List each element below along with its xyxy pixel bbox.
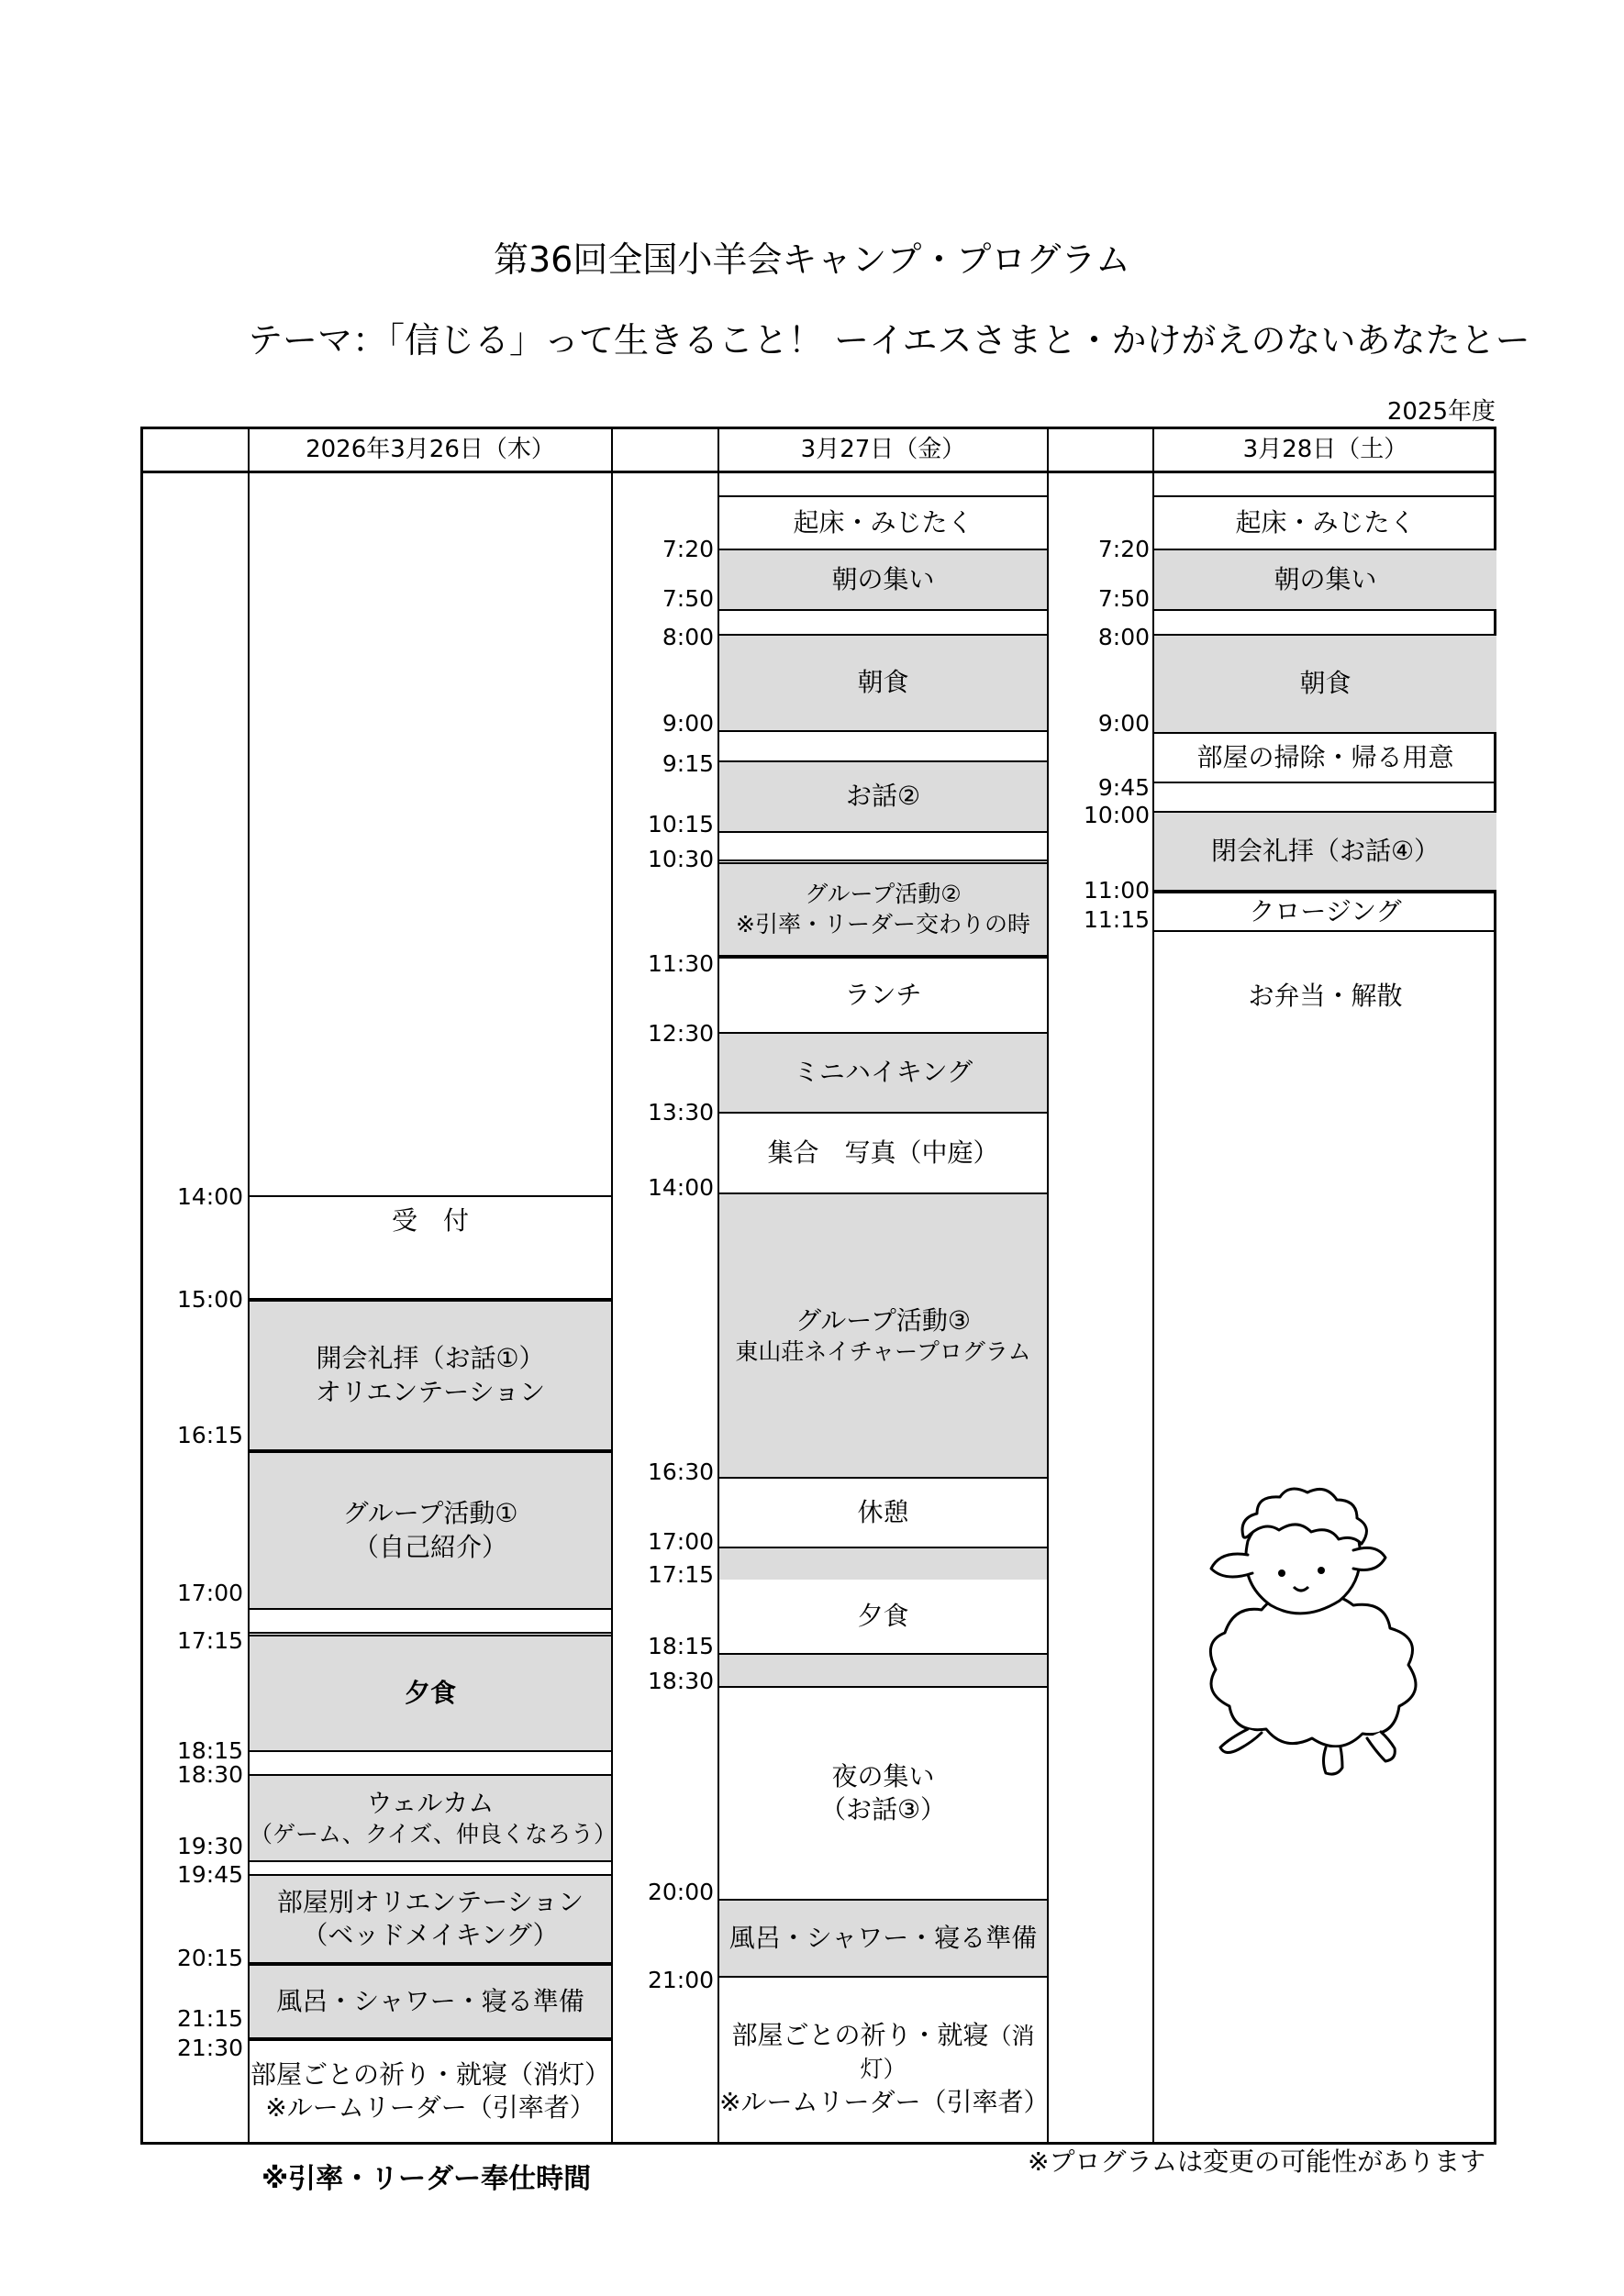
- event-label: 風呂・シャワー・寝る準備: [276, 1985, 584, 2016]
- event-lunch-dismissal: [1154, 932, 1496, 1060]
- event-label: 集合 写真（中庭）: [767, 1137, 999, 1168]
- event-label: ※ルームリーダー（引率者）: [719, 2086, 1050, 2117]
- event-label: グループ活動③: [795, 1304, 971, 1336]
- event-opening-worship: [250, 1300, 611, 1451]
- change-notice: ※プログラムは変更の可能性があります: [1028, 2146, 1486, 2177]
- event-label: 朝食: [1299, 668, 1351, 699]
- time-label: 18:30: [176, 1761, 243, 1788]
- event-label: グループ活動②: [805, 881, 962, 907]
- time-label: 9:00: [1097, 710, 1150, 737]
- event-label: 夕食: [404, 1677, 456, 1708]
- header-day3: 3月28日（土）: [1242, 436, 1408, 463]
- event-breakfast: [1154, 634, 1496, 732]
- time-label: 10:00: [1083, 802, 1150, 828]
- event-label: グループ活動①: [342, 1498, 518, 1529]
- time-label: 13:30: [647, 1099, 714, 1126]
- time-label: 17:00: [647, 1528, 714, 1555]
- event-morning-gathering: [1154, 549, 1496, 611]
- time-label: 7:20: [1097, 536, 1150, 562]
- event-welcome: [250, 1774, 617, 1862]
- time-label: 20:00: [647, 1879, 714, 1905]
- event-morning-gathering: [719, 549, 1047, 611]
- event-label: 朝の集い: [831, 563, 935, 594]
- time-label: 21:15: [176, 2005, 243, 2032]
- time-label: 20:15: [176, 1945, 243, 1971]
- event-label: （お話③）: [819, 1794, 947, 1825]
- time-label: 15:00: [176, 1286, 243, 1313]
- time-label: 10:15: [647, 811, 714, 837]
- page-title: 第36回全国小羊会キャンプ・プログラム: [494, 239, 1130, 280]
- time-label: 11:15: [1083, 906, 1150, 933]
- event-wakeup: [719, 495, 1047, 549]
- event-label: 風呂・シャワー・寝る準備: [729, 1922, 1038, 1953]
- time-label: 11:30: [647, 950, 714, 977]
- divider: [719, 860, 1047, 861]
- time-label: 9:45: [1097, 774, 1150, 801]
- event-label: （自己紹介）: [352, 1531, 507, 1562]
- event-bath: [250, 1964, 611, 2039]
- time-label: 8:00: [662, 624, 714, 650]
- gap-block: [719, 1547, 1047, 1580]
- event-bath: [719, 1899, 1047, 1978]
- event-label: ランチ: [844, 979, 922, 1010]
- event-talk-2: [719, 760, 1047, 833]
- event-label: オリエンテーション: [315, 1376, 546, 1407]
- event-bedtime-prayer: [250, 2039, 611, 2142]
- event-label: 朝の集い: [1274, 563, 1377, 594]
- time-label: 21:30: [176, 2035, 243, 2061]
- event-label: お話②: [845, 781, 921, 812]
- event-group-activity-2: [719, 862, 1047, 957]
- time-label: 9:00: [662, 710, 714, 737]
- time-label: 18:15: [176, 1737, 243, 1764]
- time-label: 14:00: [176, 1183, 243, 1210]
- event-label: 閉会礼拝（お話④）: [1210, 835, 1440, 866]
- event-mini-hiking: [719, 1032, 1047, 1114]
- event-label: 起床・みじたく: [1235, 506, 1416, 538]
- time-label: 7:50: [662, 585, 714, 612]
- event-label: 夕食: [857, 1600, 909, 1631]
- event-label: 東山荘ネイチャープログラム: [735, 1337, 1031, 1365]
- time-label: 17:15: [647, 1561, 714, 1588]
- event-breakfast: [719, 634, 1047, 732]
- fiscal-year: 2025年度: [1386, 398, 1496, 426]
- event-label: 開会礼拝（お話①）: [316, 1343, 545, 1374]
- event-label: ※引率・リーダー交わりの時: [736, 910, 1030, 937]
- time-label: 7:20: [662, 536, 714, 562]
- event-label: ※ルームリーダー（引率者）: [265, 2092, 595, 2123]
- leader-time-note: ※引率・リーダー奉仕時間: [261, 2163, 592, 2195]
- event-label: 夜の集い: [831, 1760, 935, 1791]
- event-label: お弁当・解散: [1248, 980, 1403, 1011]
- header-day1: 2026年3月26日（木）: [306, 436, 555, 463]
- time-label: 18:15: [647, 1633, 714, 1659]
- header-divider: [140, 471, 1496, 473]
- time-label: 17:15: [176, 1627, 243, 1654]
- event-room-cleanup: [1154, 732, 1496, 783]
- time-label: 17:00: [176, 1580, 243, 1606]
- event-evening-gathering: [719, 1688, 1047, 1899]
- event-closing-worship: [1154, 811, 1496, 892]
- time-label: 10:30: [647, 846, 714, 872]
- header-day2: 3月27日（金）: [800, 436, 966, 463]
- event-label: ウェルカム: [366, 1787, 495, 1818]
- event-label: （ベッドメイキング）: [302, 1920, 559, 1950]
- theme-line: テーマ：「信じる」って生きること！ ーイエスさまと・かけがえのないあなたとー: [248, 320, 1530, 360]
- event-room-orientation: [250, 1874, 611, 1964]
- event-rest: [719, 1479, 1047, 1547]
- time-label: 9:15: [662, 750, 714, 777]
- time-label: 12:30: [647, 1020, 714, 1047]
- time-label: 16:15: [176, 1422, 243, 1448]
- event-wakeup: [1154, 495, 1496, 549]
- event-reception: [250, 1195, 611, 1300]
- event-bedtime-prayer: [719, 1978, 1050, 2142]
- divider: [250, 1632, 611, 1634]
- event-dinner: [719, 1580, 1047, 1655]
- time-label: 14:00: [647, 1174, 714, 1201]
- event-label: （消灯）: [860, 2022, 1035, 2083]
- time-label: 11:00: [1083, 877, 1150, 904]
- event-label: 休憩: [857, 1496, 909, 1527]
- event-label: 起床・みじたく: [793, 506, 973, 538]
- time-label: 16:30: [647, 1459, 714, 1485]
- time-label: 19:30: [176, 1833, 243, 1859]
- event-label: 部屋ごとの祈り・就寝（消灯）: [250, 2058, 610, 2090]
- event-label: 受 付: [391, 1205, 469, 1236]
- event-group-photo: [719, 1114, 1047, 1192]
- event-label: ミニハイキング: [793, 1057, 973, 1088]
- gap-block: [719, 1655, 1047, 1688]
- time-label: 19:45: [176, 1861, 243, 1888]
- time-label: 21:00: [647, 1967, 714, 1993]
- column-divider: [1047, 427, 1049, 2145]
- sheep-illustration: [1197, 1486, 1463, 1789]
- time-label: 8:00: [1097, 624, 1150, 650]
- time-label: 7:50: [1097, 585, 1150, 612]
- event-label: 部屋の掃除・帰る用意: [1196, 741, 1454, 772]
- event-label: 朝食: [857, 667, 909, 698]
- event-label: （ゲーム、クイズ、仲良くなろう）: [250, 1820, 617, 1847]
- time-label: 18:30: [647, 1668, 714, 1694]
- event-group-activity-1: [250, 1451, 611, 1610]
- event-label: 部屋ごとの祈り・就寝: [731, 2019, 989, 2050]
- event-label: クロージング: [1249, 895, 1402, 926]
- event-dinner: [250, 1635, 611, 1752]
- event-group-activity-3: [719, 1192, 1047, 1479]
- event-closing: [1154, 892, 1496, 932]
- event-lunch: [719, 957, 1047, 1032]
- event-label: 部屋別オリエンテーション: [276, 1886, 584, 1917]
